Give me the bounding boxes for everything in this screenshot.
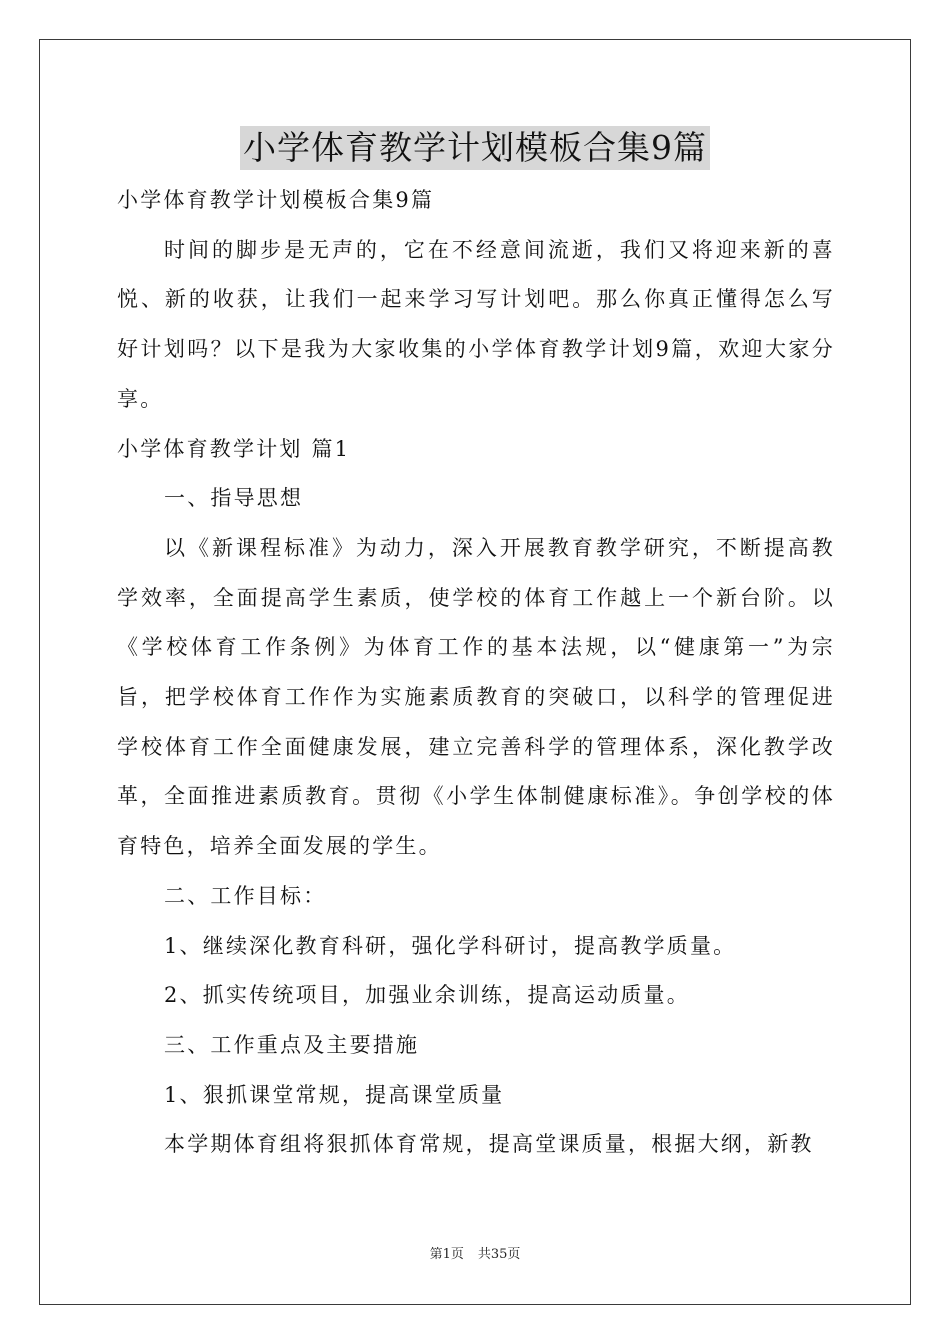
list-item: 1、继续深化教育科研，强化学科研讨，提高教学质量。 xyxy=(164,933,737,958)
page-number: 第1页 xyxy=(429,1247,464,1262)
list-item: 2、抓实传统项目，加强业余训练，提高运动质量。 xyxy=(164,983,690,1008)
subsection-heading: 一、指导思想 xyxy=(164,486,304,511)
paragraph: 时间的脚步是无声的，它在不经意间流逝，我们又将迎来新的喜悦、新的收获，让我们一起来学习写计划吧。那么你真正懂得怎么写好计划吗？以下是我为大家收集的小学体育教学计划9篇，欢迎大家分享。 xyxy=(117,237,835,411)
list-item: 1、狠抓课堂常规，提高课堂质量 xyxy=(164,1082,505,1107)
subsection-heading: 二、工作目标： xyxy=(164,883,327,908)
document-title: 小学体育教学计划模板合集9篇 xyxy=(240,126,710,170)
page-footer xyxy=(0,1246,950,1264)
title-container xyxy=(0,126,950,170)
section-heading: 小学体育教学计划 篇1 xyxy=(117,436,351,461)
paragraph: 小学体育教学计划模板合集9篇 xyxy=(117,188,435,212)
paragraph: 本学期体育组将狠抓体育常规，提高堂课质量，根据大纲，新教 xyxy=(164,1132,814,1157)
document-body xyxy=(117,176,835,1170)
page-total: 共35页 xyxy=(477,1247,521,1262)
subsection-heading: 三、工作重点及主要措施 xyxy=(164,1032,420,1057)
paragraph: 以《新课程标准》为动力，深入开展教育教学研究，不断提高教学效率，全面提高学生素质，使学校的体育工作越上一个新台阶。以《学校体育工作条例》为体育工作的基本法规，以“健康第一”为宗旨，把学校体育工作作为实施素质教育的突破口，以科学的管理促进学校体育工作全面健康发展，建立完善科学的管理体系，深化教学改革，全面推进素质教育。贯彻《小学生体制健康标准》。争创学校的体育特色，培养全面发展的学生。 xyxy=(117,535,835,859)
